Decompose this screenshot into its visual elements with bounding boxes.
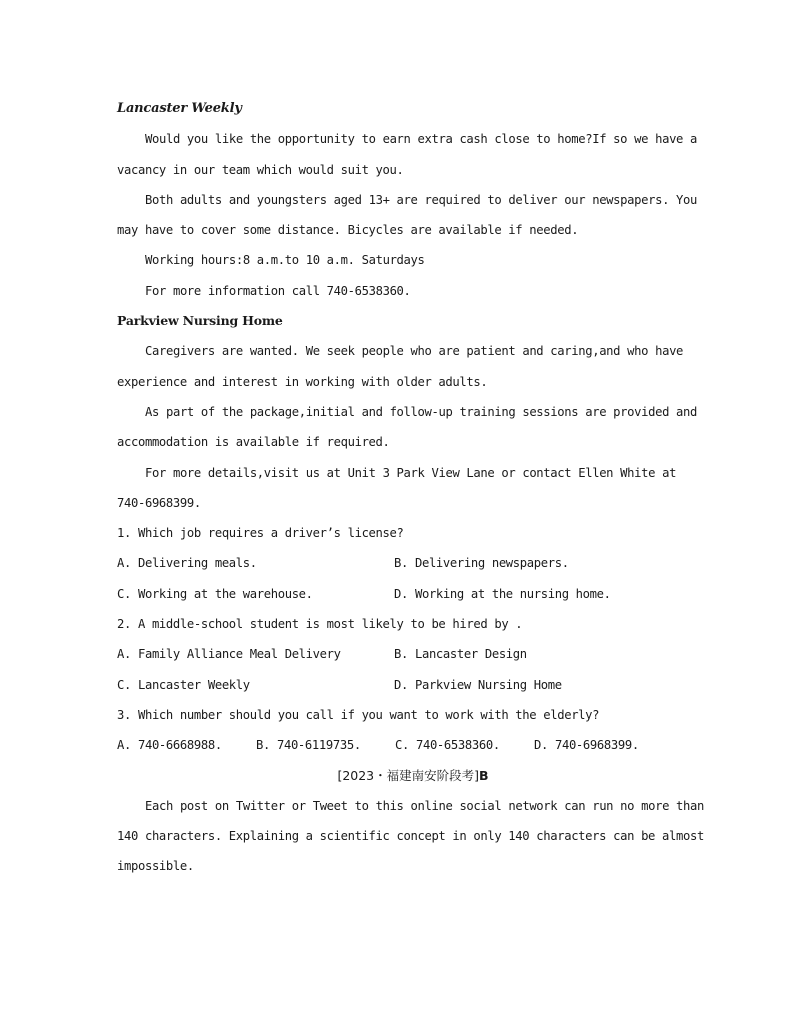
paragraph-line: vacancy in our team which would suit you. <box>117 162 404 177</box>
question-stem: 3. Which number should you call if you want to work with the elderly? <box>117 707 600 722</box>
source-text: [2023・福建南安阶段考] <box>337 767 480 783</box>
question-stem: 2. A middle-school student is most likely to be hired by . <box>117 617 523 632</box>
paragraph-line: may have to cover some distance. Bicycles are available if needed. <box>117 223 579 238</box>
section-heading-lancaster-weekly: Lancaster Weekly <box>117 101 242 116</box>
paragraph-line: accommodation is available if required. <box>117 435 390 450</box>
option-d: D. Working at the nursing home. <box>394 586 611 601</box>
document-page <box>117 98 705 886</box>
paragraph-line: Would you like the opportunity to earn extra cash close to home?If so we have a <box>145 132 698 147</box>
option-b: B. Lancaster Design <box>394 647 527 662</box>
option-d: D. 740-6968399. <box>534 738 639 753</box>
paragraph-line: As part of the package,initial and follow-up training sessions are provided and <box>145 404 698 419</box>
option-row <box>117 583 679 613</box>
option-c: C. Working at the warehouse. <box>117 586 313 601</box>
paragraph-line: Caregivers are wanted. We seek people who are patient and caring,and who have <box>145 344 684 359</box>
paragraph-line: experience and interest in working with older adults. <box>117 374 488 389</box>
paragraph-line: Both adults and youngsters aged 13+ are required to deliver our newspapers. You <box>145 192 698 207</box>
paragraph-line: For more details,visit us at Unit 3 Park View Lane or contact Ellen White at <box>145 465 677 480</box>
section-heading-parkview-nursing-home: Parkview Nursing Home <box>117 313 283 329</box>
working-hours: Working hours:8 a.m.to 10 a.m. Saturdays <box>145 253 425 268</box>
contact-info: For more information call 740-6538360. <box>145 283 411 298</box>
option-row <box>117 674 679 704</box>
option-a: A. 740-6668988. <box>117 738 222 753</box>
option-b: B. 740-6119735. <box>256 738 361 753</box>
paragraph-line: Each post on Twitter or Tweet to this online social network can run no more than <box>145 798 705 813</box>
passage-source <box>117 765 679 795</box>
option-d: D. Parkview Nursing Home <box>394 677 562 692</box>
paragraph-line: 740-6968399. <box>117 495 201 510</box>
question-stem: 1. Which job requires a driver’s license? <box>117 526 404 541</box>
option-a: A. Delivering meals. <box>117 556 257 571</box>
option-b: B. Delivering newspapers. <box>394 556 569 571</box>
option-c: C. Lancaster Weekly <box>117 677 250 692</box>
paragraph-line: 140 characters. Explaining a scientific concept in only 140 characters can be almost <box>117 829 704 844</box>
option-c: C. 740-6538360. <box>395 738 500 753</box>
option-row <box>117 643 679 673</box>
paragraph-line: impossible. <box>117 859 194 874</box>
passage-label: B <box>479 767 489 783</box>
option-a: A. Family Alliance Meal Delivery <box>117 647 341 662</box>
option-row <box>117 734 679 764</box>
option-row <box>117 552 679 582</box>
